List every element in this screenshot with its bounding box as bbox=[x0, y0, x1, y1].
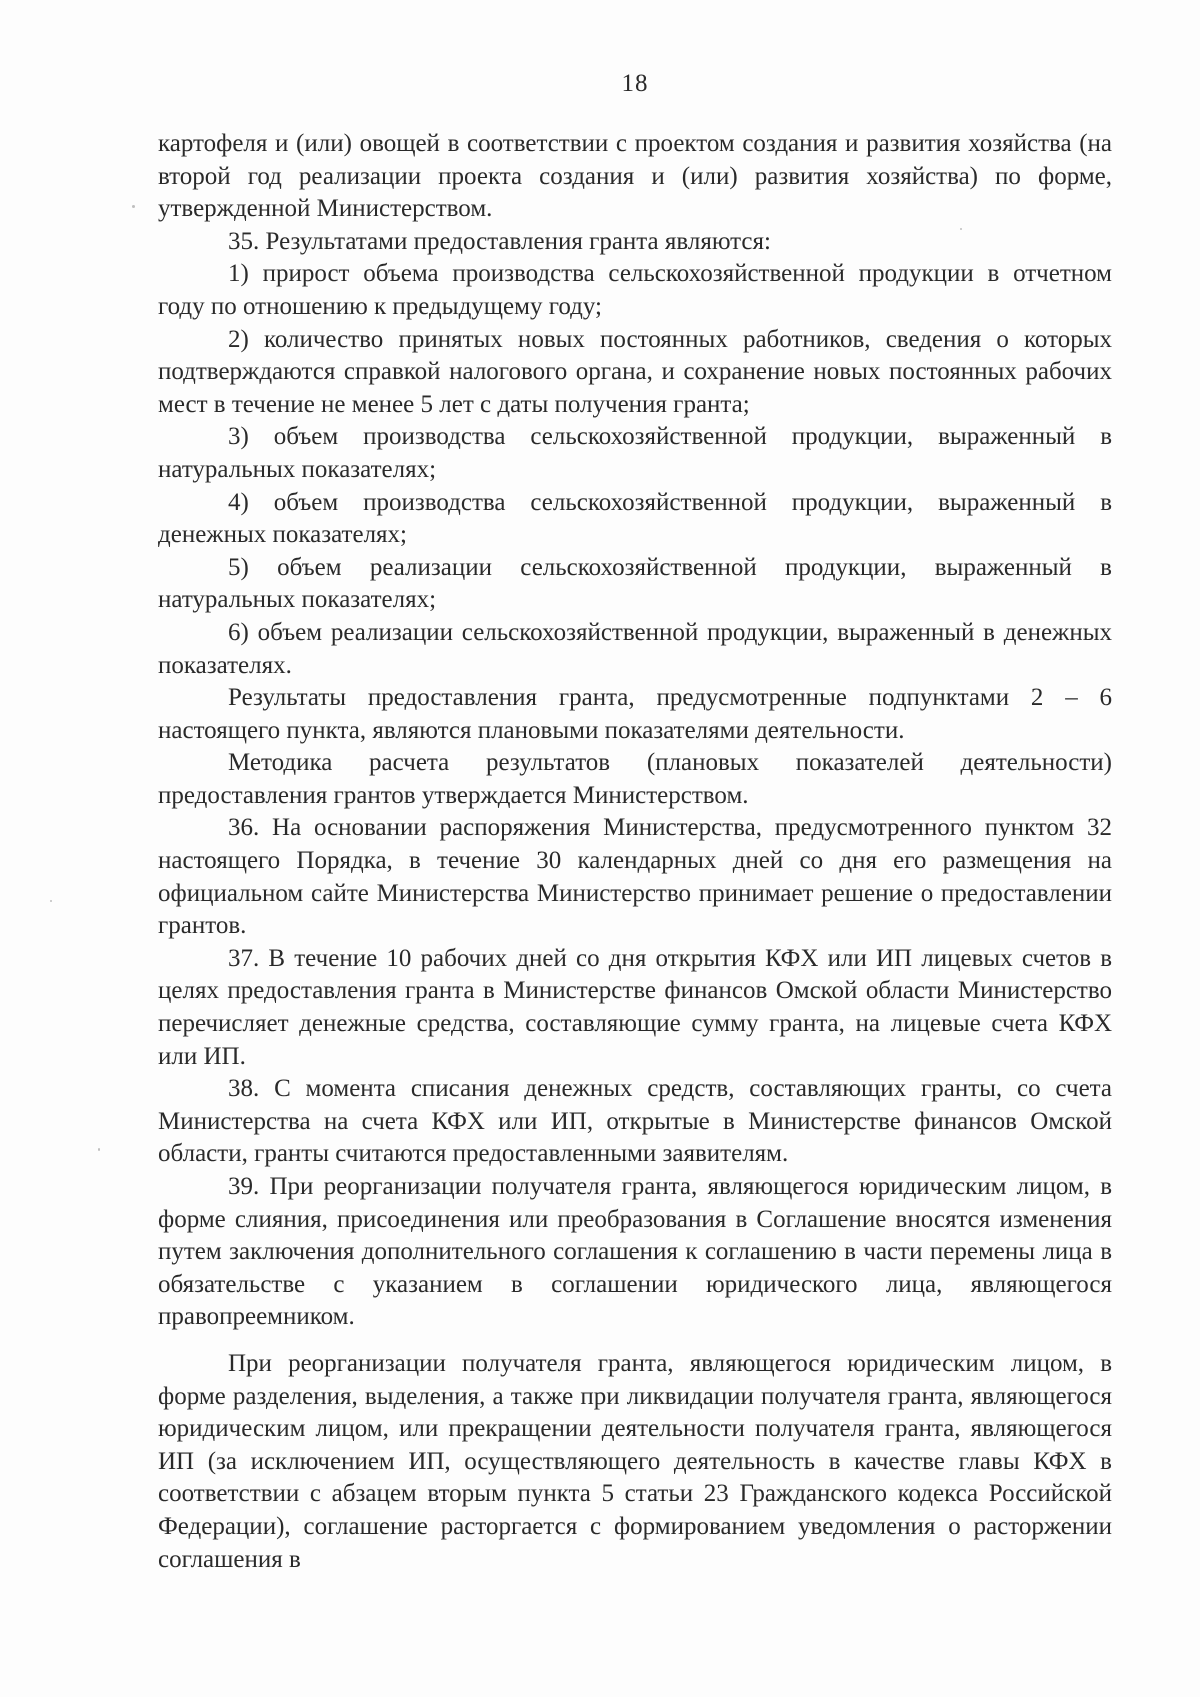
paragraph-methodology: Методика расчета результатов (плановых показателей деятельности) предоставления грантов утверждается Министерством. bbox=[158, 749, 1112, 809]
scan-speck bbox=[132, 205, 135, 208]
paragraph-subitem-6: 6) объем реализации сельскохозяйственной продукции, выраженный в денежных показателях. bbox=[158, 618, 1112, 679]
paragraph-item-35: 35. Результатами предоставления гранта являются: bbox=[228, 227, 771, 255]
paragraph-item-36: 36. На основании распоряжения Министерства, предусмотренного пунктом 32 настоящего Порядка, в течение 30 календарных дней со дня его размещения на официальном сайте Министерства Министерство принимает решение о предоставлении грантов. bbox=[158, 814, 1112, 940]
paragraph-subitem-2: 2) количество принятых новых постоянных работников, сведения о которых подтверждаются справкой налогового органа, и сохранение новых постоянных рабочих мест в течение не менее 5 лет с даты получения гранта; bbox=[158, 325, 1112, 418]
page-number: 18 bbox=[621, 70, 649, 97]
paragraph-subitem-5: 5) объем реализации сельскохозяйственной продукции, выраженный в натуральных показателях; bbox=[158, 553, 1112, 614]
scan-speck bbox=[50, 900, 52, 902]
document-body bbox=[158, 128, 1112, 1576]
paragraph-continuation: картофеля и (или) овощей в соответствии с проектом создания и развития хозяйства (на второй год реализации проекта создания и (или) развития хозяйства) по форме, утвержденной Министерством. bbox=[158, 130, 1112, 223]
paragraph-reorganization: При реорганизации получателя гранта, являющегося юридическим лицом, в форме разделения, выделения, а также при ликвидации получателя гранта, являющегося юридическим лицом, или прекращении деятельности получателя гранта, являющегося ИП (за исключением ИП, осуществляющего деятельность в качестве главы КФХ в соответствии с абзацем вторым пункта 5 статьи 23 Гражданского кодекса Российской Федерации), соглашение расторгается с формированием уведомления о расторжении соглашения в bbox=[158, 1349, 1112, 1573]
paragraph-subitem-1: 1) прирост объема производства сельскохозяйственной продукции в отчетном году по отношению к предыдущему году; bbox=[158, 260, 1112, 320]
scan-speck bbox=[960, 228, 962, 230]
paragraph-item-38: 38. С момента списания денежных средств, составляющих гранты, со счета Министерства на счета КФХ или ИП, открытые в Министерстве финансов Омской области, гранты считаются предоставленными заявителям. bbox=[158, 1075, 1112, 1168]
paragraph-results-note: Результаты предоставления гранта, предусмотренные подпунктами 2 – 6 настоящего пункта, являются плановыми показателями деятельности. bbox=[158, 684, 1112, 744]
paragraph-item-37: 37. В течение 10 рабочих дней со дня открытия КФХ или ИП лицевых счетов в целях предоставления гранта в Министерстве финансов Омской области Министерство перечисляет денежные средства, составляющие сумму гранта, на лицевые счета КФХ или ИП. bbox=[158, 944, 1112, 1070]
scan-speck bbox=[98, 1148, 100, 1151]
paragraph-subitem-3: 3) объем производства сельскохозяйственной продукции, выраженный в натуральных показателях; bbox=[158, 423, 1112, 483]
paragraph-subitem-4: 4) объем производства сельскохозяйственной продукции, выраженный в денежных показателях; bbox=[158, 488, 1112, 549]
paragraph-item-39: 39. При реорганизации получателя гранта, являющегося юридическим лицом, в форме слияния, присоединения или преобразования в Соглашение вносятся изменения путем заключения дополнительного соглашения к соглашению в части перемены лица в обязательстве с указанием в соглашении юридического лица, являющегося правопреемником. bbox=[158, 1173, 1112, 1331]
